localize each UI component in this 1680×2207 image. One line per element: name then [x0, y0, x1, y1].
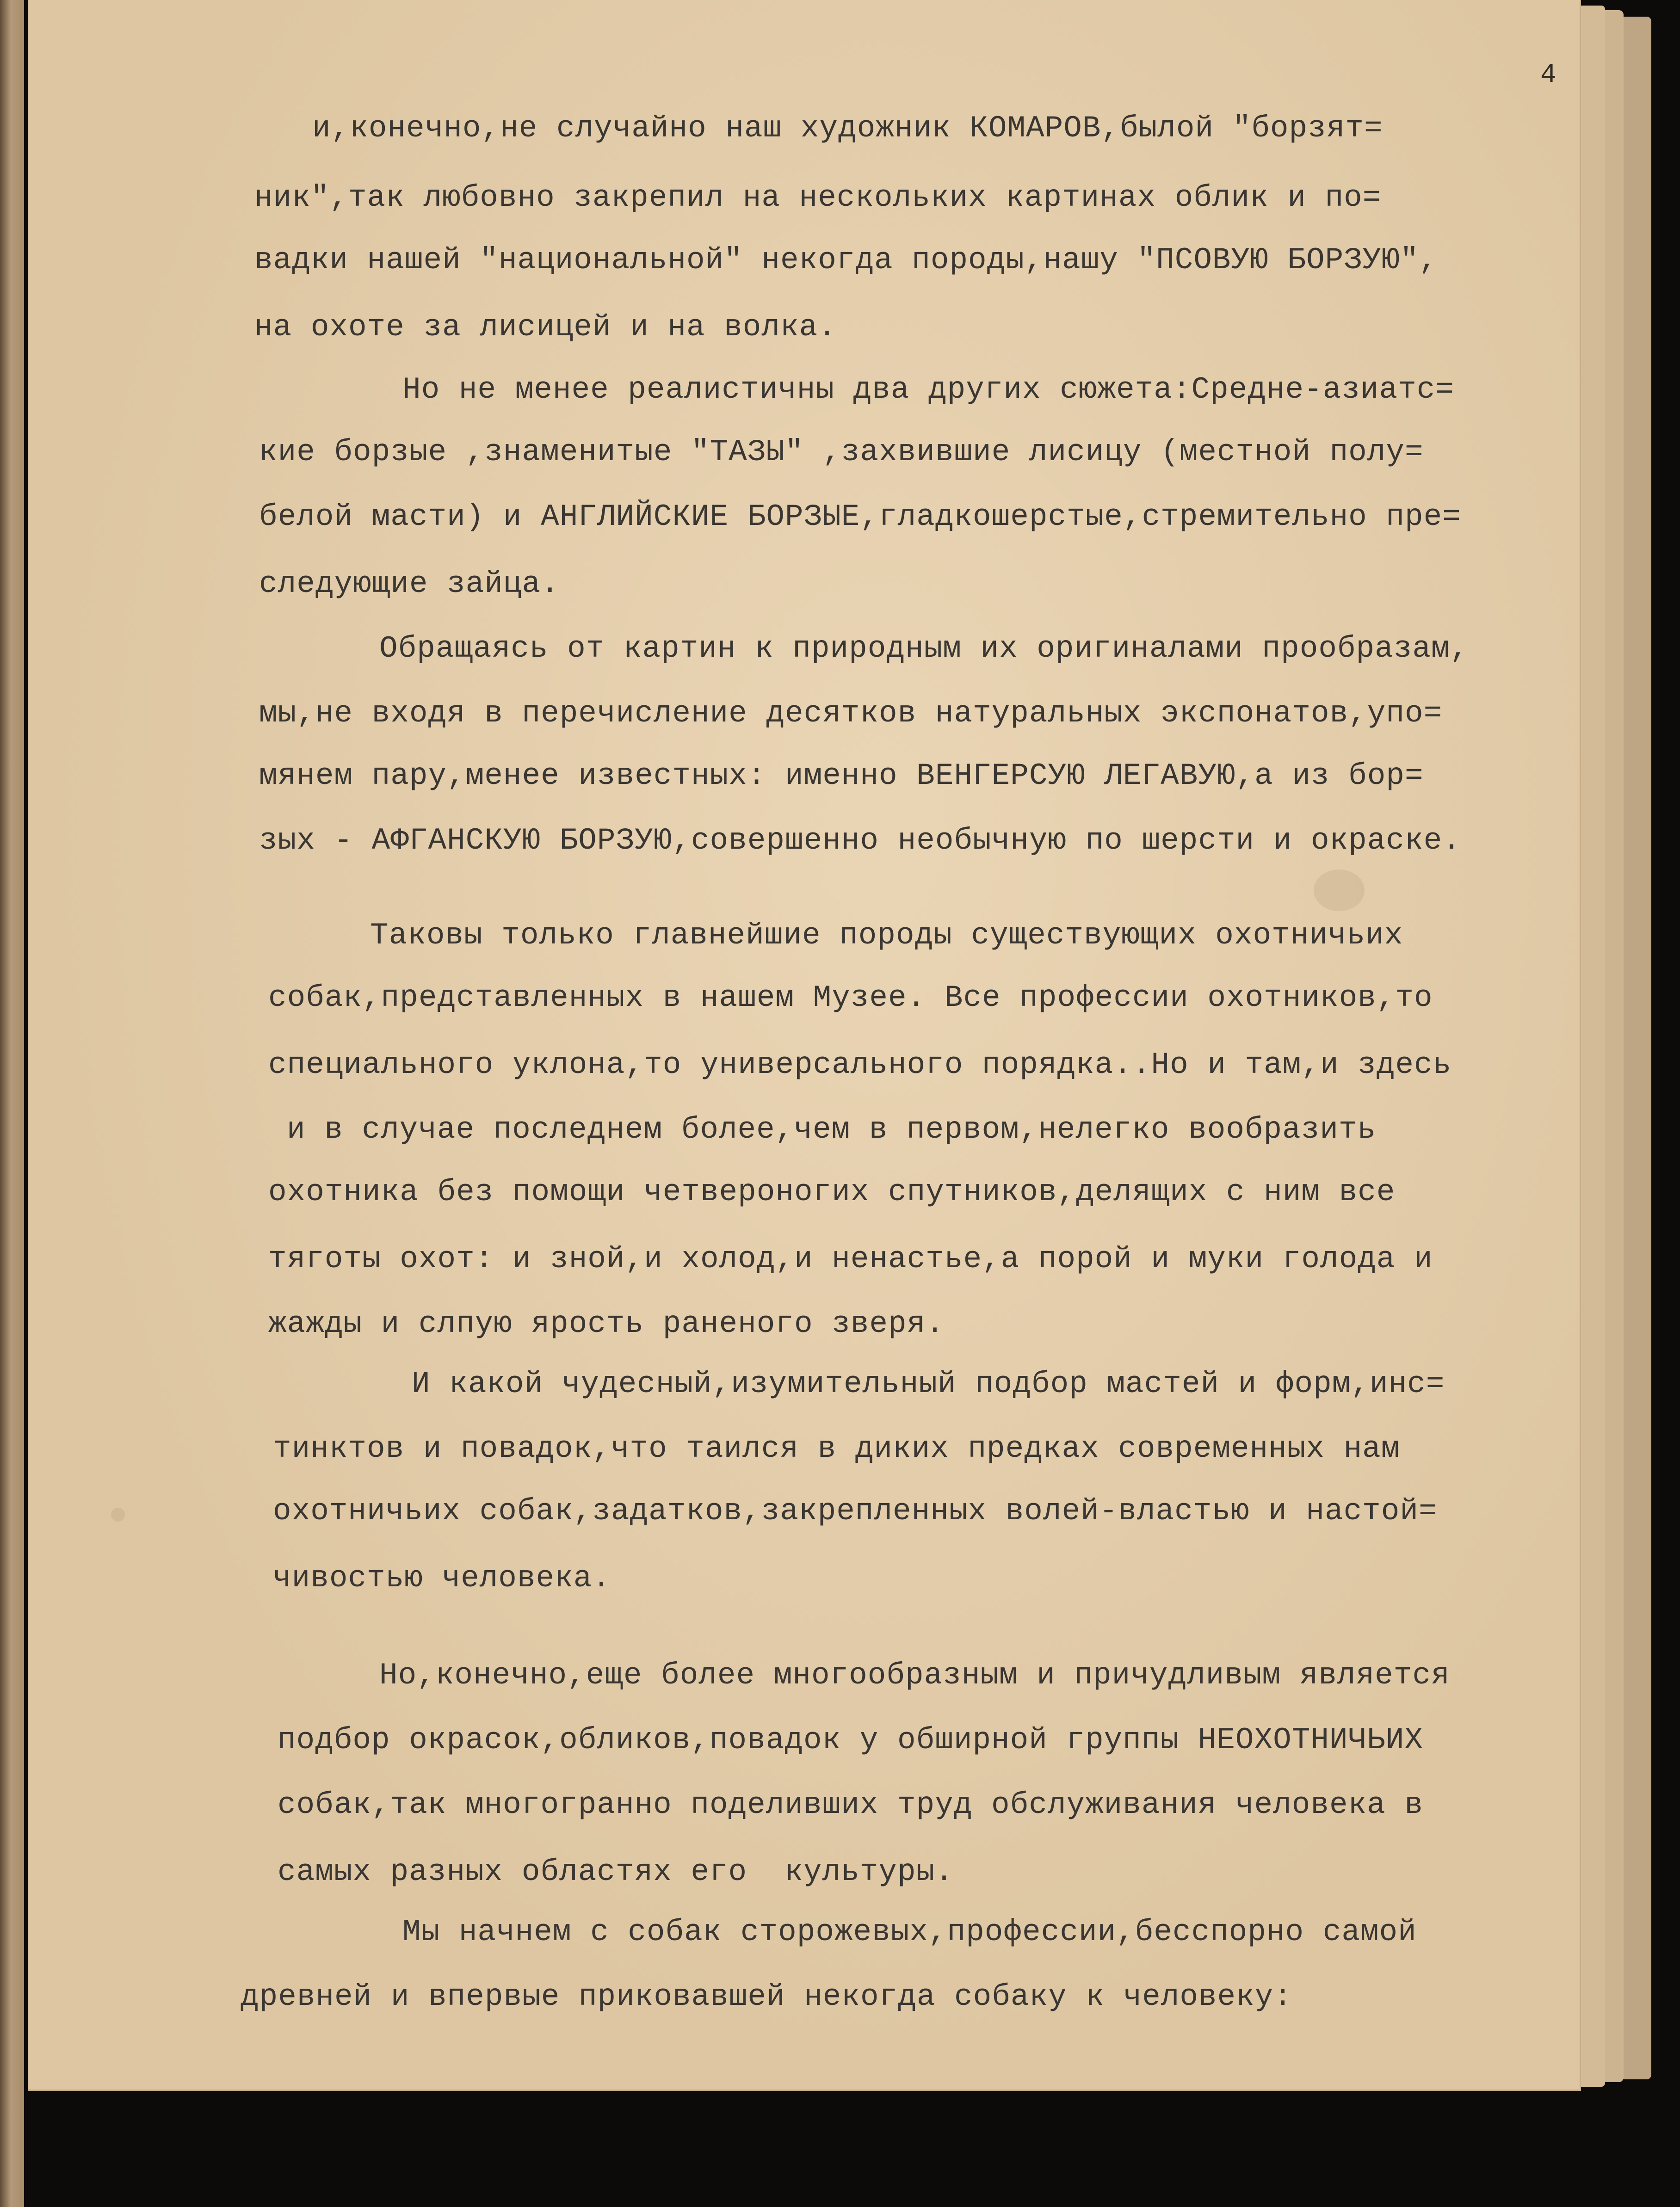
text-line: мы,не входя в перечисление десятков натуральных экспонатов,упо=: [259, 696, 1443, 731]
text-line: И какой чудесный,изумительный подбор мастей и форм,инс=: [412, 1367, 1445, 1401]
text-line: жажды и слпую ярость раненого зверя.: [268, 1307, 945, 1341]
text-line: вадки нашей "национальной" некогда породы,нашу "ПСОВУЮ БОРЗУЮ",: [254, 243, 1438, 277]
text-line: самых разных областях его культуры.: [278, 1855, 954, 1889]
text-line: Обращаясь от картин к природным их оригиналами прообразам,: [379, 631, 1469, 666]
text-line: кие борзые ,знаменитые "ТАЗЫ" ,захвившие лисицу (местной полу=: [259, 435, 1424, 469]
typewritten-page: [28, 0, 1581, 2091]
text-line: собак,так многогранно поделивших труд обслуживания человека в: [278, 1788, 1423, 1822]
text-line: тинктов и повадок,что таился в диких предках современных нам: [273, 1431, 1400, 1466]
paper-stain: [1314, 869, 1365, 911]
text-line: подбор окрасок,обликов,повадок у обширной группы НЕОХОТНИЧЬИХ: [278, 1723, 1423, 1757]
text-line: древней и впервые приковавшей некогда собаку к человеку:: [241, 1979, 1292, 2014]
text-line: и,конечно,не случайно наш художник КОМАРОВ,былой "борзят=: [312, 111, 1383, 146]
text-line: тяготы охот: и зной,и холод,и ненастье,а порой и муки голода и: [268, 1242, 1433, 1276]
text-line: на охоте за лисицей и на волка.: [254, 310, 837, 345]
page-number: 4: [1540, 60, 1556, 90]
text-line: охотника без помощи четвероногих спутников,делящих с ним все: [268, 1175, 1396, 1209]
text-line: и в случае последнем более,чем в первом,нелегко вообразить: [287, 1112, 1377, 1147]
text-line: следующие зайца.: [259, 567, 560, 601]
text-line: Но не менее реалистичны два других сюжета:Средне-азиатс=: [402, 372, 1454, 407]
text-line: ник",так любовно закрепил на нескольких картинах облик и по=: [254, 180, 1382, 215]
paper-stain: [111, 1508, 125, 1522]
adjacent-page-edge: [0, 0, 24, 2207]
text-line: охотничьих собак,задатков,закрепленных волей-властью и настой=: [273, 1494, 1438, 1529]
text-line: мянем пару,менее известных: именно ВЕНГЕРСУЮ ЛЕГАВУЮ,а из бор=: [259, 758, 1424, 793]
text-line: Мы начнем с собак сторожевых,профессии,бесспорно самой: [402, 1915, 1417, 1949]
text-line: собак,представленных в нашем Музее. Все профессии охотников,то: [268, 980, 1433, 1015]
text-line: специального уклона,то универсального порядка..Но и там,и здесь: [268, 1048, 1452, 1082]
text-line: зых - АФГАНСКУЮ БОРЗУЮ,совершенно необычную по шерсти и окраске.: [259, 823, 1461, 858]
text-line: Таковы только главнейшие породы существующих охотничьих: [370, 918, 1403, 953]
text-line: белой масти) и АНГЛИЙСКИЕ БОРЗЫЕ,гладкошерстые,стремительно пре=: [259, 499, 1461, 534]
text-line: чивостью человека.: [273, 1561, 611, 1596]
text-line: Но,конечно,еще более многообразным и причудливым является: [379, 1658, 1450, 1693]
